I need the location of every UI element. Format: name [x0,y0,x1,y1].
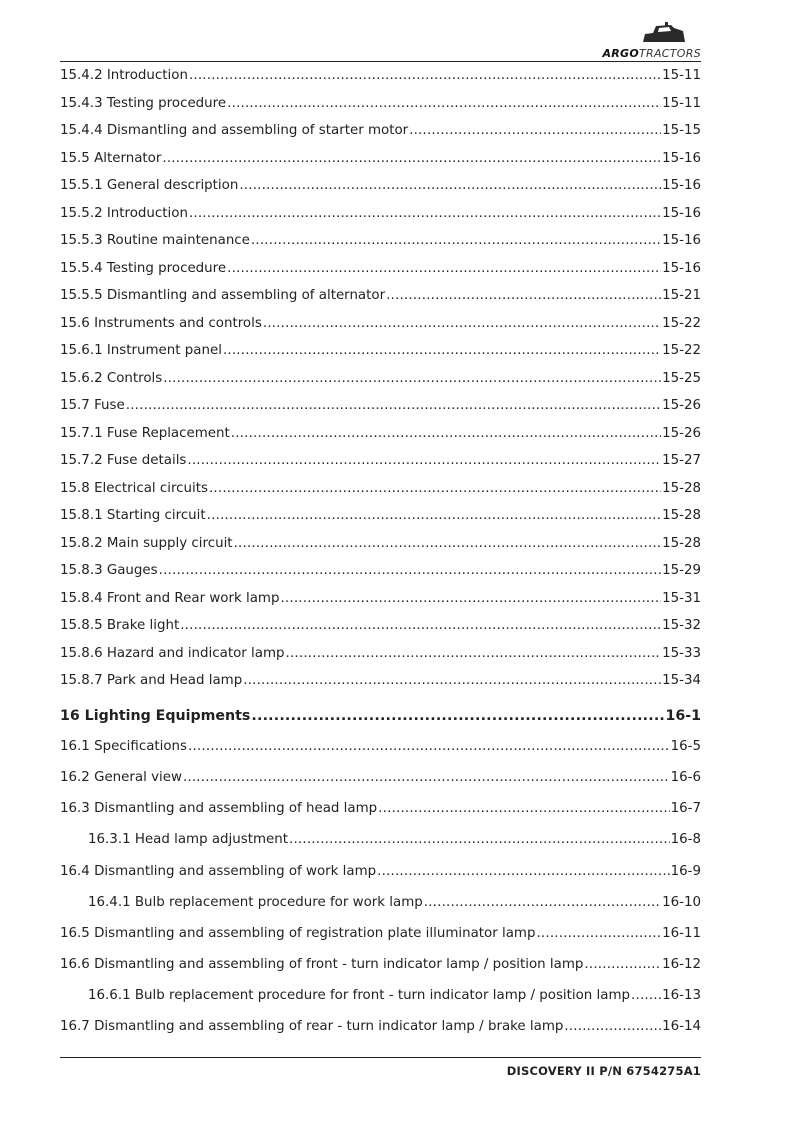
toc-entry[interactable] [60,591,701,611]
toc-entry-title: 15.7 Fuse [60,398,125,413]
toc-entry[interactable] [60,673,701,693]
toc-entry[interactable] [60,68,701,88]
toc-dot-leader [189,68,661,83]
toc-entry-title: 15.7.2 Fuse details [60,453,187,468]
toc-dot-leader [180,618,661,633]
toc-entry-title: 16.1 Specifications [60,739,188,755]
toc-page-number: 15-28 [662,508,701,523]
brand-wordmark [602,47,701,60]
toc-entry[interactable] [60,453,701,473]
toc-entry-title: 15.5.2 Introduction [60,205,188,221]
toc-dot-leader [209,481,661,496]
toc-dot-leader [263,316,661,331]
toc-entry[interactable] [60,426,701,446]
toc-entry[interactable] [60,801,701,821]
toc-page-number: 16-5 [670,739,701,755]
toc-entry[interactable] [60,123,701,143]
toc-dot-leader [159,563,661,578]
toc-entry[interactable] [60,1019,701,1039]
toc-entry[interactable] [60,481,701,501]
brand-strong: ARGO [602,47,640,60]
toc-entry[interactable] [60,261,701,281]
toc-dot-leader [227,96,661,111]
toc-entry-title: 16.6.1 Bulb replacement procedure for front - turn indicator lamp / position lamp [88,987,631,1003]
toc-page-number: 15-29 [662,563,701,578]
toc-entry-title: 15.8.3 Gauges [60,563,158,578]
toc-dot-leader [231,426,661,441]
toc-dot-leader [188,739,670,754]
toc-entry[interactable] [60,563,701,583]
toc-dot-leader [280,591,661,606]
toc-entry[interactable] [60,206,701,226]
toc-page-number: 15-16 [662,150,701,166]
toc-entry-title: 15.4.2 Introduction [60,68,188,83]
toc-entry-title: 15.6 Instruments and controls [60,315,262,331]
toc-dot-leader [564,1019,661,1034]
toc-page-number: 15-16 [662,178,701,193]
toc-dot-leader [183,770,670,785]
toc-page-number: 15-33 [662,645,701,661]
toc-page-number: 15-15 [662,123,701,138]
toc-page-number: 15-28 [662,535,701,551]
toc-entry-title: 15.8.5 Brake light [60,618,180,633]
toc-entry-title: 15.6.2 Controls [60,370,163,386]
toc-entry-title: 16.4.1 Bulb replacement procedure for work lamp [88,894,423,910]
toc-entry-title: 15.5.4 Testing procedure [60,260,227,276]
toc-dot-leader [536,926,661,941]
toc-entry[interactable] [60,536,701,556]
toc-entry-title: 15.5.5 Dismantling and assembling of alternator [60,288,386,303]
toc-entry[interactable] [60,398,701,418]
toc-entry-title: 16.3 Dismantling and assembling of head lamp [60,801,378,817]
toc-entry-title: 15.8.2 Main supply circuit [60,535,233,551]
toc-entry[interactable] [60,618,701,638]
toc-entry-title: 16.3.1 Head lamp adjustment [88,832,289,848]
toc-dot-leader [207,508,661,523]
toc-entry-title: 15.8 Electrical circuits [60,480,208,496]
toc-entry-title: 16 Lighting Equipments [60,708,251,724]
toc-dot-leader [584,957,661,972]
toc-entry[interactable] [60,316,701,336]
toc-entry-title: 16.4 Dismantling and assembling of work lamp [60,863,377,879]
toc-dot-leader [424,895,661,910]
toc-page-number: 16-1 [665,708,701,724]
toc-dot-leader [187,453,661,468]
toc-page-number: 16-10 [662,894,701,910]
toc-chapter-entry[interactable] [60,708,701,728]
toc-entry-title: 16.5 Dismantling and assembling of registration plate illuminator lamp [60,925,536,941]
toc-entry[interactable] [60,739,701,759]
toc-dot-leader [386,288,661,303]
toc-dot-leader [286,646,662,661]
toc-page-number: 16-6 [670,770,701,786]
toc-page-number: 15-16 [662,260,701,276]
toc-page-number: 16-13 [662,987,701,1003]
header-rule [60,61,701,62]
toc-entry[interactable] [60,508,701,528]
toc-dot-leader [162,151,661,166]
toc-page-number: 15-34 [662,673,701,688]
toc-dot-leader [234,536,662,551]
toc-entry-title: 15.8.6 Hazard and indicator lamp [60,645,285,661]
toc-page-number: 16-9 [670,863,701,879]
toc-entry-title: 15.4.4 Dismantling and assembling of starter motor [60,123,409,138]
toc-entry[interactable] [88,832,701,852]
toc-page-number: 16-14 [662,1019,701,1034]
brand-logo [591,20,701,62]
toc-entry[interactable] [60,96,701,116]
toc-page-number: 15-21 [662,288,701,303]
toc-entry-title: 16.6 Dismantling and assembling of front - turn indicator lamp / position lamp [60,956,584,972]
toc-page-number: 15-16 [662,205,701,221]
toc-page-number: 16-8 [670,832,701,848]
toc-entry[interactable] [88,895,701,915]
toc-dot-leader [227,261,661,276]
toc-entry[interactable] [60,926,701,946]
toc-page-number: 15-31 [662,590,701,606]
toc-page-number: 15-26 [662,398,701,413]
toc-dot-leader [409,123,661,138]
toc-page-number: 15-11 [662,68,701,83]
toc-dot-leader [251,708,664,724]
footer-part-number: DISCOVERY II P/N 6754275A1 [506,1064,701,1078]
toc-entry[interactable] [60,233,701,253]
toc-entry[interactable] [60,151,701,171]
toc-entry-title: 15.8.1 Starting circuit [60,508,206,523]
toc-page-number: 15-22 [662,315,701,331]
toc-entry-title: 15.6.1 Instrument panel [60,343,222,358]
toc-entry-title: 15.4.3 Testing procedure [60,95,227,111]
page-header [60,20,701,62]
toc-entry-title: 15.5 Alternator [60,150,162,166]
toc-page-number: 15-11 [662,95,701,111]
footer-rule [60,1057,701,1058]
toc-dot-leader [377,864,669,879]
toc-entry-title: 15.5.3 Routine maintenance [60,233,250,248]
toc-entry-title: 15.8.4 Front and Rear work lamp [60,590,280,606]
toc-entry-title: 15.8.7 Park and Head lamp [60,673,243,688]
toc-page-number: 15-25 [662,370,701,386]
toc-entry[interactable] [60,957,701,977]
toc-entry[interactable] [88,988,701,1008]
brand-light: TRACTORS [639,47,701,60]
toc-dot-leader [126,398,661,413]
toc-dot-leader [289,832,670,847]
toc-entry[interactable] [60,343,701,363]
toc-entry-title: 15.7.1 Fuse Replacement [60,425,230,441]
toc-dot-leader [251,233,661,248]
toc-dot-leader [163,371,661,386]
toc-entry-title: 15.5.1 General description [60,178,239,193]
toc-dot-leader [189,206,661,221]
toc-page-number: 15-32 [662,618,701,633]
toc-entry[interactable] [60,770,701,790]
toc-entry[interactable] [60,288,701,308]
toc-page-number: 15-16 [662,233,701,248]
toc-entry[interactable] [60,864,701,884]
toc-page-number: 15-22 [662,343,701,358]
toc-entry-title: 16.7 Dismantling and assembling of rear - turn indicator lamp / brake lamp [60,1019,564,1034]
toc-dot-leader [223,343,661,358]
tractor-icon [641,22,687,44]
toc-entry[interactable] [60,178,701,198]
toc-dot-leader [378,801,669,816]
toc-page-number: 16-11 [662,925,701,941]
toc-page-number: 15-28 [662,480,701,496]
toc-dot-leader [631,988,661,1003]
toc-dot-leader [239,178,661,193]
toc-dot-leader [243,673,661,688]
toc-page-number: 15-27 [662,453,701,468]
toc-page-number: 15-26 [662,425,701,441]
toc-page-number: 16-12 [662,956,701,972]
toc-entry[interactable] [60,646,701,666]
toc-page-number: 16-7 [670,801,701,817]
toc-entry[interactable] [60,371,701,391]
toc-entry-title: 16.2 General view [60,770,182,786]
